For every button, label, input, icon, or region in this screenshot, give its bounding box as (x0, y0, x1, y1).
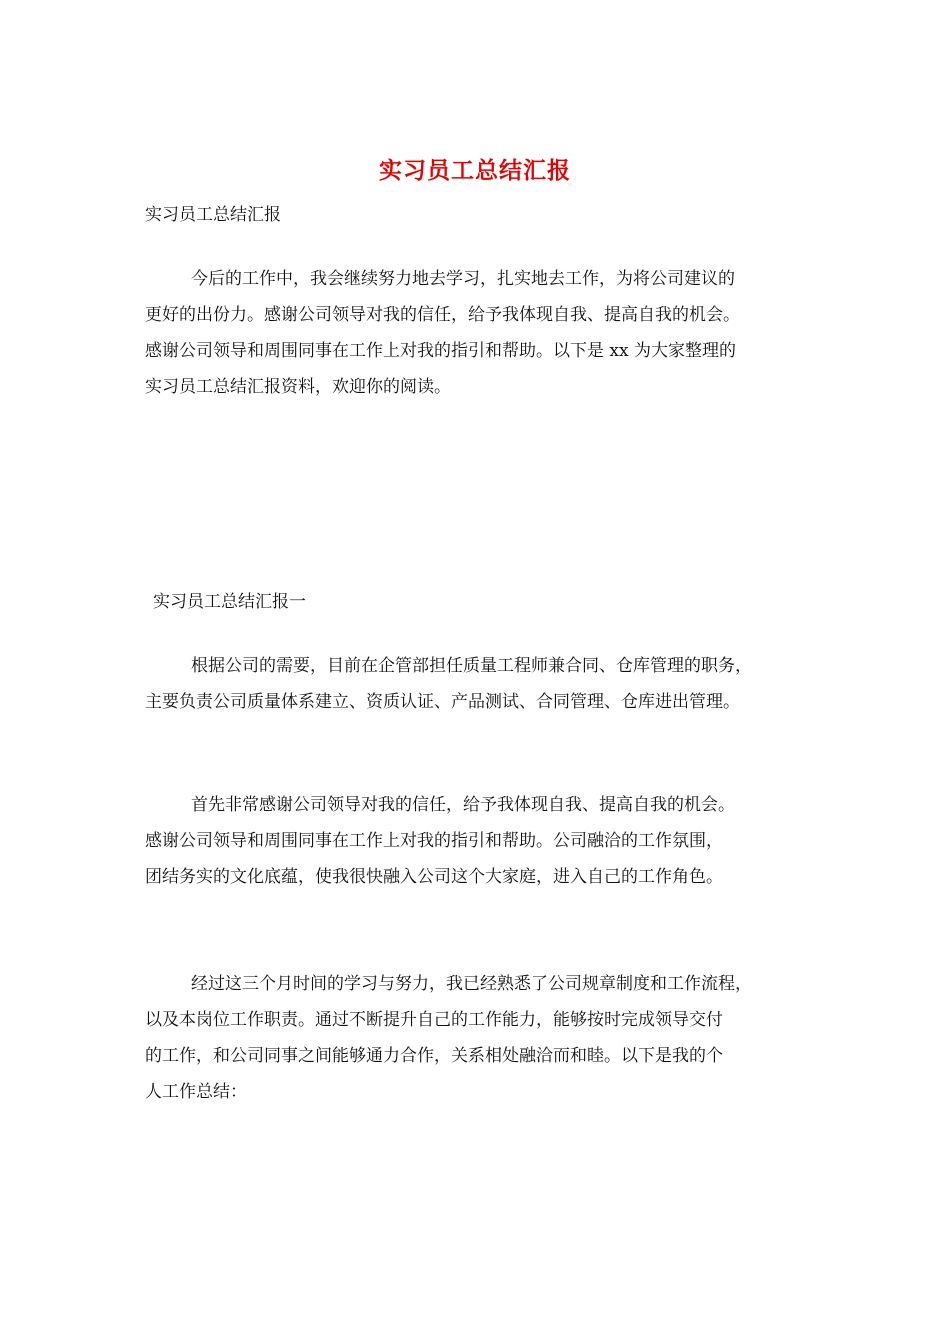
paragraph-line: 根据公司的需要，目前在企管部担任质量工程师兼合同、仓库管理的职务， (191, 656, 752, 676)
paragraph-line: 人工作总结： (145, 1082, 247, 1102)
paragraph-line: 团结务实的文化底蕴，使我很快融入公司这个大家庭，进入自己的工作角色。 (145, 867, 723, 887)
paragraph-line: 的工作，和公司同事之间能够通力合作，关系相处融洽而和睦。以下是我的个 (145, 1046, 723, 1066)
section-paragraph-3 (145, 966, 825, 1110)
paragraph-line: 今后的工作中，我会继续努力地去学习，扎实地去工作，为将公司建议的 (191, 269, 735, 289)
paragraph-line: 感谢公司领导和周围同事在工作上对我的指引和帮助。公司融洽的工作氛围， (145, 831, 723, 851)
paragraph-line: 更好的出份力。感谢公司领导对我的信任，给予我体现自我、提高自我的机会。 (145, 305, 740, 325)
document-title: 实习员工总结汇报 (379, 157, 571, 184)
paragraph-line: 实习员工总结汇报资料，欢迎你的阅读。 (145, 377, 451, 397)
paragraph-line: 以及本岗位工作职责。通过不断提升自己的工作能力，能够按时完成领导交付 (145, 1010, 723, 1030)
paragraph-line: 主要负责公司质量体系建立、资质认证、产品测试、合同管理、仓库进出管理。 (145, 692, 740, 712)
intro-paragraph (145, 261, 825, 405)
section-paragraph-1 (145, 648, 825, 720)
paragraph-line: 感谢公司领导和周围同事在工作上对我的指引和帮助。以下是 xx 为大家整理的 (145, 341, 736, 361)
paragraph-line: 经过这三个月时间的学习与努力，我已经熟悉了公司规章制度和工作流程， (191, 974, 752, 994)
section-paragraph-2 (145, 787, 825, 895)
document-subtitle: 实习员工总结汇报 (145, 205, 281, 225)
section-heading: 实习员工总结汇报一 (153, 592, 306, 612)
paragraph-line: 首先非常感谢公司领导对我的信任，给予我体现自我、提高自我的机会。 (191, 795, 735, 815)
